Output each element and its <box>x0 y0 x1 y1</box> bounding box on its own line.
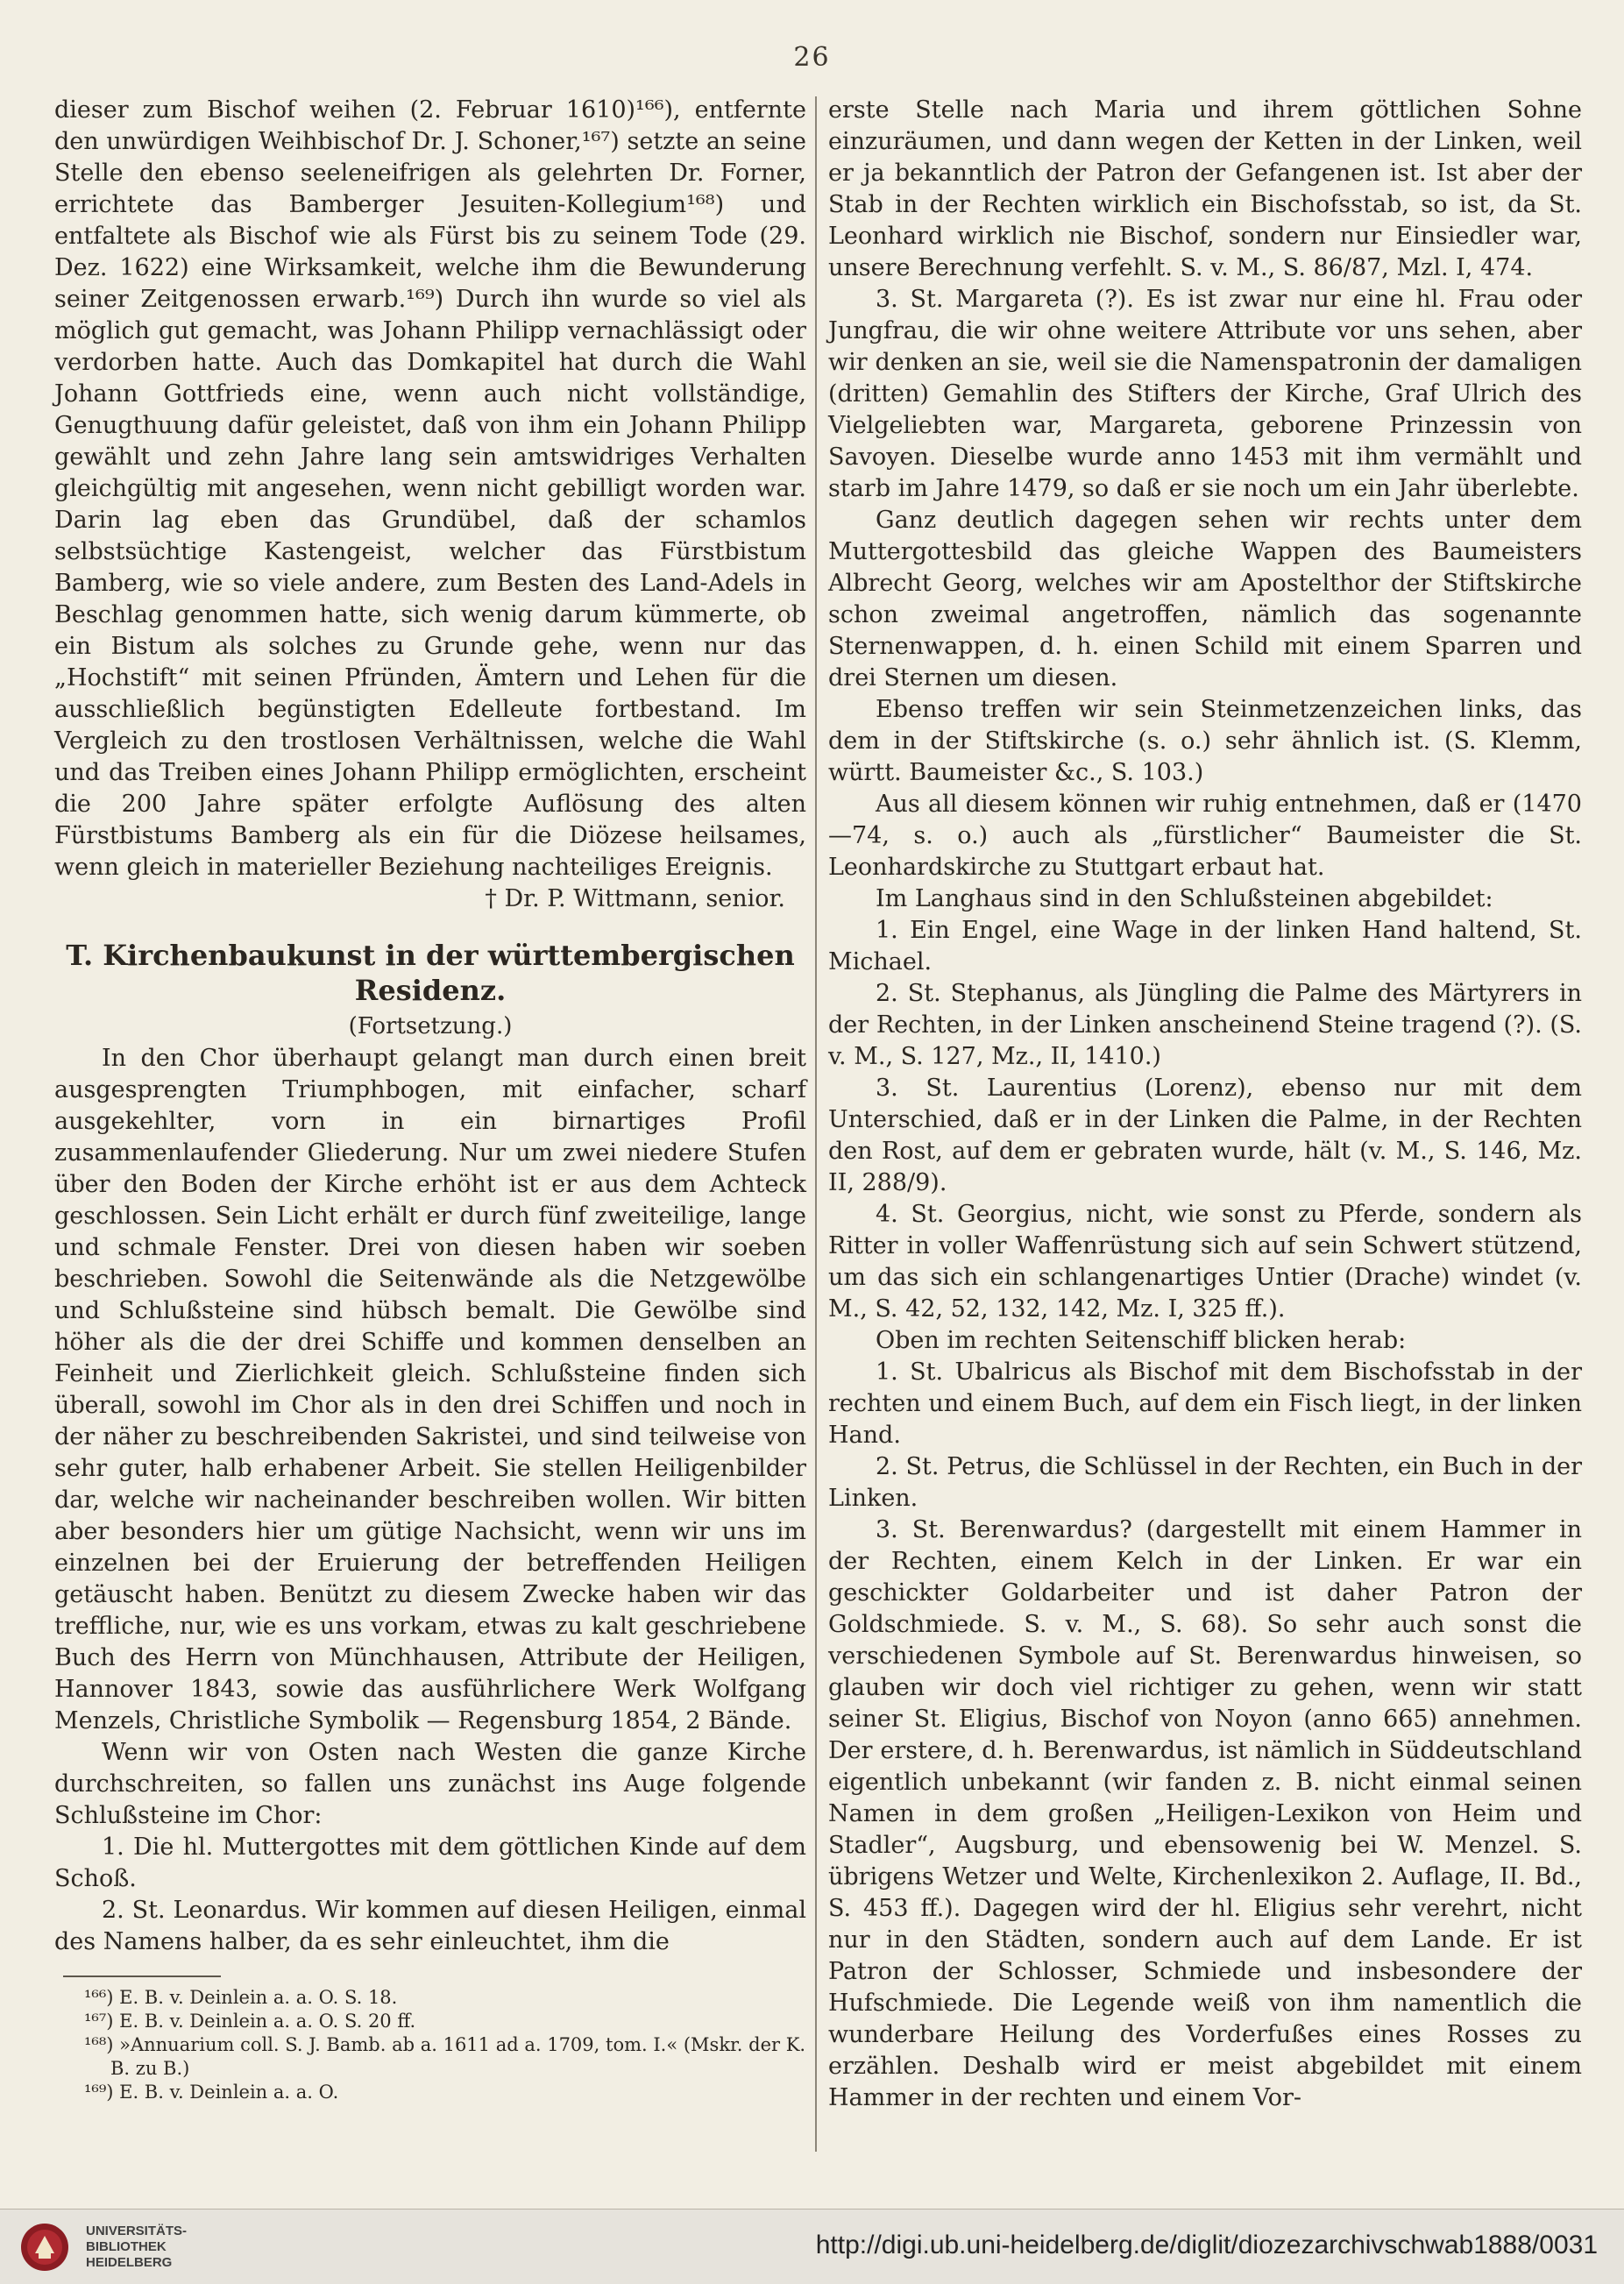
section-title: T. Kirchenbaukunst in der württembergischen Residenz. <box>66 939 795 1007</box>
permalink-url[interactable]: http://digi.ub.uni-heidelberg.de/diglit/diozezarchivschwab1888/0031 <box>815 2231 1598 2259</box>
article-paragraph: Ebenso treffen wir sein Steinmetzenzeichen links, das dem in der Stiftskirche (s. o.) sehr ähnlich ist. (S. Klemm, württ. Baumeister &c., S. 103.) <box>828 696 1582 786</box>
section-subtitle: (Fortsetzung.) <box>348 1013 513 1039</box>
list-item: 1. Die hl. Muttergottes mit dem göttlichen Kinde auf dem Schoß. <box>54 1834 806 1892</box>
footnote: ¹⁶⁸) »Annuarium coll. S. J. Bamb. ab a. 1611 ad a. 1709, tom. I.« (Mskr. der K. B. zu B.) <box>84 2034 806 2079</box>
library-name: UNIVERSITÄTS- BIBLIOTHEK HEIDELBERG <box>86 2224 188 2270</box>
article-paragraph: Wenn wir von Osten nach Westen die ganze Kirche durchschreiten, so fallen uns zunächst ins Auge folgende Schlußsteine im Chor: <box>54 1739 806 1829</box>
article-paragraph: In den Chor überhaupt gelangt man durch einen breit ausgesprengten Triumphbogen, mit einfacher, scharf ausgekehlter, vorn in ein birnartiges Profil zusammenlaufender Gliederung. Nur um zwei niedere Stufen über den Boden der Kirche erhöht ist er aus dem Achteck geschlossen. Sein Licht erhält er durch fünf zweiteilige, lange und schmale Fenster. Drei von diesen haben wir soeben beschrieben. Sowohl die Seitenwände als die Netzgewölbe und Schlußsteine sind hübsch bemalt. Die Gewölbe sind höher als die der drei Schiffe und kommen denselben an Feinheit und Zierlichkeit gleich. Schlußsteine finden sich überall, sowohl im Chor als in den drei Schiffen und noch in der näher zu beschreibenden Sakristei, und sind teilweise von sehr guter, halb erhabener Arbeit. Sie stellen Heiligenbilder dar, welche wir nacheinander beschreiben wollen. Wir bitten aber besonders hier um gütige Nachsicht, wenn wir uns im einzelnen bei der Eruierung der betreffenden Heiligen getäuscht haben. Benützt zu diesem Zwecke haben wir das treffliche, nur, wie es uns vorkam, etwas zu kalt geschriebene Buch des Herrn von Münchhausen, Attribute der Heiligen, Hannover 1843, sowie das ausführlichere Werk Wolfgang Menzels, Christliche Symbolik — Regensburg 1854, 2 Bände. <box>54 1045 806 1734</box>
page-number: 26 <box>793 42 831 73</box>
university-seal-icon <box>19 2222 70 2273</box>
article-paragraph: dieser zum Bischof weihen (2. Februar 1610)¹⁶⁶), entfernte den unwürdigen Weihbischof Dr. J. Schoner,¹⁶⁷) setzte an seine Stelle den ebenso seeleneifrigen als gelehrten Dr. Forner, errichtete das Bamberger Jesuiten-Kollegium¹⁶⁸) und entfaltete als Bischof wie als Fürst bis zu seinem Tode (29. Dez. 1622) eine Wirksamkeit, welche ihm die Bewunderung seiner Zeitgenossen erwarb.¹⁶⁹) Durch ihn wurde so viel als möglich gut gemacht, was Johann Philipp vernachlässigt oder verdorben hatte. Auch das Domkapitel hat durch die Wahl Johann Gottfrieds eine, wenn auch nicht vollständige, Genugthuung dafür geleistet, daß von ihm ein Johann Philipp gewählt und zehn Jahre lang sein amtswidriges Verhalten gleichgültig mit angesehen, wenn nicht gebilligt worden war. Darin lag eben das Grundübel, daß der schamlos selbstsüchtige Kastengeist, welcher das Fürstbistum Bamberg, wie so viele andere, zum Besten des Land-Adels in Beschlag genommen hatte, sich wenig darum kümmerte, ob ein Bistum als solches zu Grunde gehe, wenn nur das „Hochstift“ mit seinen Pfründen, Ämtern und Lehen für die ausschließlich begünstigten Edelleute fortbestand. Im Vergleich zu den trostlosen Verhältnissen, welche die Wahl und das Treiben eines Johann Philipp ermöglichten, erscheint die 200 Jahre später erfolgte Auflösung des alten Fürstbistums Bamberg als ein für die Diözese heilsames, wenn gleich in materieller Beziehung nachteiliges Ereignis. <box>54 96 806 881</box>
left-column <box>54 95 806 2104</box>
list-item: 2. St. Leonardus. Wir kommen auf diesen Heiligen, einmal des Namens halber, da es sehr einleuchtet, ihm die <box>54 1897 806 1955</box>
list-item: 2. St. Stephanus, als Jüngling die Palme des Märtyrers in der Rechten, in der Linken anscheinend Steine tragend (?). (S. v. M., S. 127, Mz., II, 1410.) <box>828 980 1582 1070</box>
list-item: 3. St. Laurentius (Lorenz), ebenso nur mit dem Unterschied, daß er in der Linken die Palme, in der Rechten den Rost, auf dem er gebraten wurde, hält (v. M., S. 146, Mz. II, 288/9). <box>828 1075 1582 1196</box>
list-item: 3. St. Berenwardus? (dargestellt mit einem Hammer in der Rechten, einem Kelch in der Linken. Er war ein geschickter Goldarbeiter und ist daher Patron der Goldschmiede. S. v. M., S. 68). So sehr auch sonst die verschiedenen Symbole auf St. Berenwardus hinweisen, so glauben wir doch viel richtiger zu gehen, wenn wir statt seiner St. Eligius, Bischof von Noyon (anno 665) annehmen. Der erstere, d. h. Berenwardus, ist nämlich in Süddeutschland eigentlich unbekannt (wir fanden z. B. nicht einmal seinen Namen in dem großen „Heiligen-Lexikon von Heim und Stadler“, Augsburg, und ebensowenig bei W. Menzel. S. übrigens Wetzer und Welte, Kirchenlexikon 2. Auflage, II. Bd., S. 453 ff.). Dagegen wird der hl. Eligius sehr verehrt, nicht nur in den Städten, sondern auch auf dem Lande. Er ist Patron der Schlosser, Schmiede und insbesondere der Hufschmiede. Die Legende weiß von ihm namentlich die wunderbare Heilung des Vorderfußes eines Rosses zu erzählen. Deshalb wird er meist abgebildet mit einem Hammer in der rechten und einem Vor- <box>828 1516 1582 2111</box>
footnote: ¹⁶⁷) E. B. v. Deinlein a. a. O. S. 20 ff. <box>84 2011 416 2032</box>
article-paragraph: Ganz deutlich dagegen sehen wir rechts unter dem Muttergottesbild das gleiche Wappen des Baumeisters Albrecht Georg, welches wir am Apostelthor der Stiftskirche schon zweimal angetroffen, nämlich das sogenannte Sternenwappen, d. h. einen Schild mit einem Sparren und drei Sternen um diesen. <box>828 507 1582 692</box>
article-paragraph: Oben im rechten Seitenschiff blicken herab: <box>876 1327 1407 1354</box>
article-paragraph: erste Stelle nach Maria und ihrem göttlichen Sohne einzuräumen, und dann wegen der Ketten in der Linken, weil er ja bekanntlich der Patron der Gefangenen ist. Ist aber der Stab in der Rechten wirklich ein Bischofsstab, so ist, da St. Leonhard wirklich nie Bischof, sondern nur Einsiedler war, unsere Berechnung verfehlt. S. v. M., S. 86/87, Mzl. I, 474. <box>828 96 1582 281</box>
article-paragraph: Aus all diesem können wir ruhig entnehmen, daß er (1470—74, s. o.) auch als „fürstlicher“ Baumeister die St. Leonhardskirche zu Stuttgart erbaut hat. <box>828 791 1582 881</box>
footnote-rule <box>63 1975 221 1977</box>
footnote: ¹⁶⁶) E. B. v. Deinlein a. a. O. S. 18. <box>84 1987 398 2008</box>
footnote: ¹⁶⁹) E. B. v. Deinlein a. a. O. <box>84 2082 339 2103</box>
list-item: 4. St. Georgius, nicht, wie sonst zu Pferde, sondern als Ritter in voller Waffenrüstung sich auf sein Schwert stützend, um das sich ein schlangenartiges Untier (Drache) windet (v. M., S. 42, 52, 132, 142, Mz. I, 325 ff.). <box>828 1201 1582 1323</box>
viewer-footer <box>0 2209 1624 2284</box>
list-item: 3. St. Margareta (?). Es ist zwar nur eine hl. Frau oder Jungfrau, die wir ohne weitere Attribute vor uns sehen, aber wir denken an sie, weil sie die Namenspatronin der damaligen (dritten) Gemahlin des Stifters der Kirche, Graf Ulrich des Vielgeliebten war, Margareta, geborene Prinzessin von Savoyen. Dieselbe wurde anno 1453 mit ihm vermählt und starb im Jahre 1479, so daß er sie noch um ein Jahr überlebte. <box>828 286 1582 502</box>
author-signature: † Dr. P. Wittmann, senior. <box>485 885 785 912</box>
right-column <box>828 95 1582 2114</box>
column-divider <box>815 96 817 2152</box>
list-item: 1. Ein Engel, eine Wage in der linken Hand haltend, St. Michael. <box>828 917 1582 975</box>
article-paragraph: Im Langhaus sind in den Schlußsteinen abgebildet: <box>876 885 1493 912</box>
list-item: 1. St. Ubalricus als Bischof mit dem Bischofsstab in der rechten und einem Buch, auf dem ein Fisch liegt, in der linken Hand. <box>828 1358 1582 1449</box>
list-item: 2. St. Petrus, die Schlüssel in der Rechten, ein Buch in der Linken. <box>828 1453 1582 1512</box>
